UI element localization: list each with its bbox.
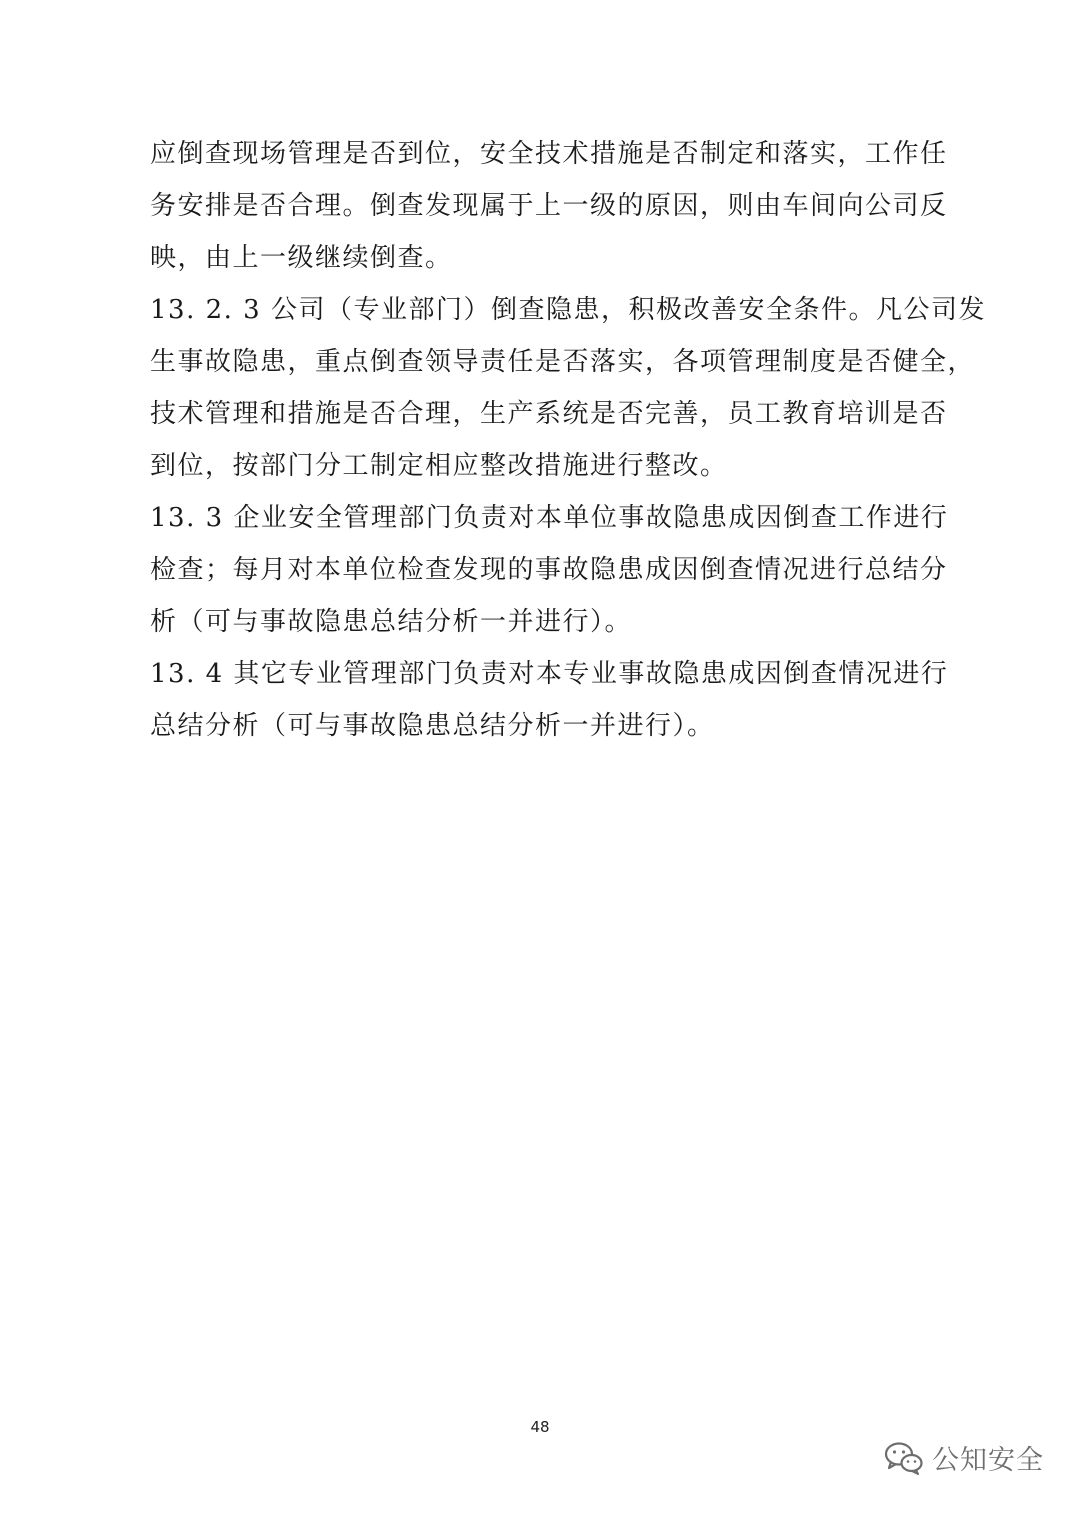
text-line: 13. 3 企业安全管理部门负责对本单位事故隐患成因倒查工作进行 bbox=[150, 503, 949, 533]
document-body bbox=[150, 128, 986, 752]
text-line: 到位，按部门分工制定相应整改措施进行整改。 bbox=[150, 451, 728, 481]
text-line: 映，由上一级继续倒查。 bbox=[150, 243, 453, 273]
text-line: 13. 2. 3 公司（专业部门）倒查隐患，积极改善安全条件。凡公司发 bbox=[150, 295, 986, 325]
text-line: 技术管理和措施是否合理，生产系统是否完善，员工教育培训是否 bbox=[150, 399, 948, 429]
text-line: 13. 4 其它专业管理部门负责对本专业事故隐患成因倒查情况进行 bbox=[150, 659, 949, 689]
text-line: 应倒查现场管理是否到位，安全技术措施是否制定和落实，工作任 bbox=[150, 139, 948, 169]
page-number: 48 bbox=[530, 1418, 550, 1436]
text-line: 析（可与事故隐患总结分析一并进行）。 bbox=[150, 607, 633, 637]
text-line: 生事故隐患，重点倒查领导责任是否落实，各项管理制度是否健全， bbox=[150, 347, 976, 377]
text-line: 总结分析（可与事故隐患总结分析一并进行）。 bbox=[150, 711, 715, 741]
text-line: 检查；每月对本单位检查发现的事故隐患成因倒查情况进行总结分 bbox=[150, 555, 948, 585]
wechat-icon bbox=[884, 1441, 924, 1475]
watermark-text: 公知安全 bbox=[932, 1445, 1044, 1476]
watermark bbox=[884, 1438, 1044, 1477]
text-line: 务安排是否合理。倒查发现属于上一级的原因，则由车间向公司反 bbox=[150, 191, 948, 221]
